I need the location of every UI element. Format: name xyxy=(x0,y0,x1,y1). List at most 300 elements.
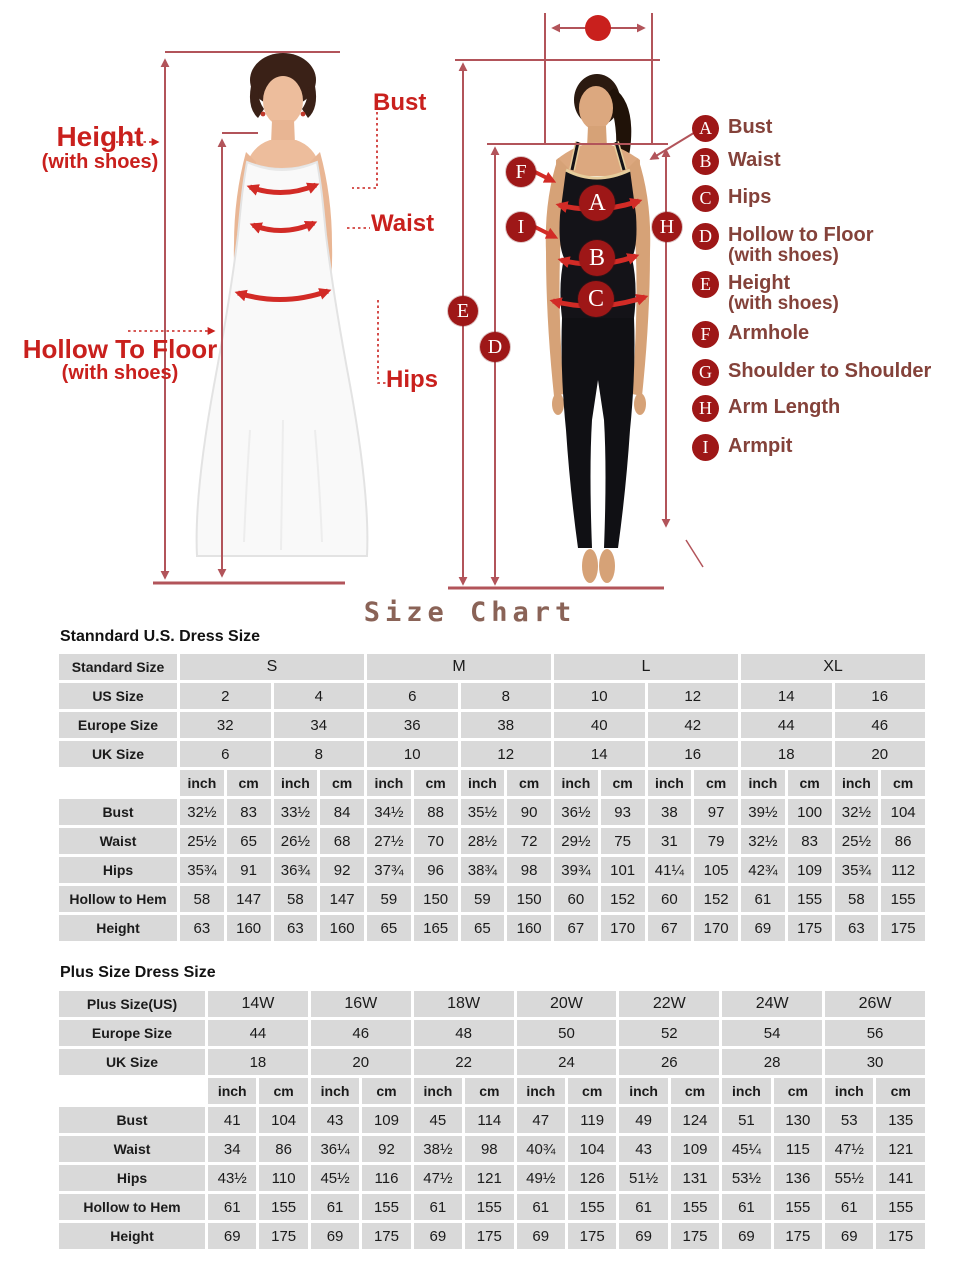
value-cell: 175 xyxy=(774,1223,822,1249)
legend-label-waist: Waist xyxy=(728,149,781,171)
value-cell: 14 xyxy=(554,741,645,767)
value-cell: 155 xyxy=(788,886,832,912)
value-cell: 45½ xyxy=(311,1165,359,1191)
table-row xyxy=(59,741,925,767)
value-cell: 33½ xyxy=(274,799,318,825)
unit-cell: cm xyxy=(568,1078,616,1104)
measurement-diagram xyxy=(0,0,960,615)
unit-cell: inch xyxy=(825,1078,873,1104)
value-cell: 34 xyxy=(208,1136,256,1162)
value-cell: 65 xyxy=(367,915,411,941)
legend-item-hips xyxy=(692,185,771,212)
value-cell: 155 xyxy=(881,886,925,912)
value-cell: 53½ xyxy=(722,1165,770,1191)
value-cell: 49 xyxy=(619,1107,667,1133)
value-cell: 69 xyxy=(311,1223,359,1249)
value-cell: 131 xyxy=(671,1165,719,1191)
value-cell: 109 xyxy=(671,1136,719,1162)
value-cell: 14W xyxy=(208,991,308,1017)
unit-cell: inch xyxy=(741,770,785,796)
value-cell: 150 xyxy=(507,886,551,912)
value-cell: 18 xyxy=(208,1049,308,1075)
value-cell: 98 xyxy=(465,1136,513,1162)
value-cell: 175 xyxy=(788,915,832,941)
unit-cell: cm xyxy=(465,1078,513,1104)
value-cell: 65 xyxy=(227,828,271,854)
legend-label-shoulder-to-shoulder: Shoulder to Shoulder xyxy=(728,360,932,382)
value-cell: 24 xyxy=(517,1049,617,1075)
unit-cell: inch xyxy=(648,770,692,796)
unit-cell: inch xyxy=(311,1078,359,1104)
value-cell: 101 xyxy=(601,857,645,883)
value-cell: 155 xyxy=(774,1194,822,1220)
value-cell: 10 xyxy=(367,741,458,767)
legend-label-armhole: Armhole xyxy=(728,322,810,344)
value-cell: 32½ xyxy=(741,828,785,854)
value-cell: 61 xyxy=(722,1194,770,1220)
bodysuit-model-figure xyxy=(546,74,651,583)
table-row xyxy=(59,654,925,680)
value-cell: 42¾ xyxy=(741,857,785,883)
value-cell: 160 xyxy=(507,915,551,941)
value-cell: 104 xyxy=(881,799,925,825)
value-cell: 24W xyxy=(722,991,822,1017)
value-cell: 32½ xyxy=(180,799,224,825)
value-cell: 141 xyxy=(876,1165,925,1191)
unit-cell: inch xyxy=(180,770,224,796)
value-cell: 88 xyxy=(414,799,458,825)
value-cell: 2 xyxy=(180,683,271,709)
value-cell: 152 xyxy=(694,886,738,912)
height-label-sub: (with shoes) xyxy=(41,151,159,174)
row-label-cell: Height xyxy=(59,915,177,941)
value-cell: 35½ xyxy=(461,799,505,825)
value-cell: 16 xyxy=(835,683,926,709)
value-cell: 16 xyxy=(648,741,739,767)
value-cell: 63 xyxy=(180,915,224,941)
value-cell: 165 xyxy=(414,915,458,941)
table-row xyxy=(59,1165,925,1191)
unit-cell: cm xyxy=(362,1078,410,1104)
value-cell: 93 xyxy=(601,799,645,825)
value-cell: 112 xyxy=(881,857,925,883)
value-cell: 84 xyxy=(320,799,364,825)
value-cell: 126 xyxy=(568,1165,616,1191)
value-cell: 10 xyxy=(554,683,645,709)
empty-cell xyxy=(59,1078,205,1104)
unit-cell: inch xyxy=(208,1078,256,1104)
unit-cell: cm xyxy=(601,770,645,796)
value-cell: 42 xyxy=(648,712,739,738)
value-cell: 61 xyxy=(619,1194,667,1220)
value-cell: 63 xyxy=(835,915,879,941)
value-cell: 56 xyxy=(825,1020,925,1046)
value-cell: 38 xyxy=(648,799,692,825)
value-cell: 50 xyxy=(517,1020,617,1046)
legend-label-hollow-to-floor xyxy=(728,223,874,266)
value-cell: 43½ xyxy=(208,1165,256,1191)
value-cell: 59 xyxy=(461,886,505,912)
row-label-cell: Hollow to Hem xyxy=(59,886,177,912)
value-cell: 60 xyxy=(554,886,598,912)
height-label-text: Height xyxy=(56,121,144,152)
value-cell: 155 xyxy=(671,1194,719,1220)
value-cell: 45¼ xyxy=(722,1136,770,1162)
unit-cell: inch xyxy=(461,770,505,796)
legend-label-height-main: Height xyxy=(728,272,791,294)
value-cell: 34 xyxy=(274,712,365,738)
plus-size-table xyxy=(56,988,928,1252)
value-cell: S xyxy=(180,654,364,680)
value-cell: 32 xyxy=(180,712,271,738)
value-cell: 37¾ xyxy=(367,857,411,883)
hollow-label-text: Hollow To Floor xyxy=(22,334,218,364)
value-cell: 16W xyxy=(311,991,411,1017)
legend-label-bust: Bust xyxy=(728,116,773,138)
unit-cell: cm xyxy=(881,770,925,796)
value-cell: 53 xyxy=(825,1107,873,1133)
legend-badge-h: H xyxy=(692,395,719,422)
legend-badge-i: I xyxy=(692,434,719,461)
value-cell: 36 xyxy=(367,712,458,738)
legend-badge-e: E xyxy=(692,271,719,298)
value-cell: 96 xyxy=(414,857,458,883)
value-cell: 12 xyxy=(461,741,552,767)
value-cell: 28½ xyxy=(461,828,505,854)
value-cell: 83 xyxy=(227,799,271,825)
row-label-cell: Hips xyxy=(59,1165,205,1191)
row-label-cell: Bust xyxy=(59,799,177,825)
value-cell: 97 xyxy=(694,799,738,825)
standard-size-table xyxy=(56,651,928,944)
value-cell: 31 xyxy=(648,828,692,854)
legend-label-armpit: Armpit xyxy=(728,435,793,457)
value-cell: 155 xyxy=(362,1194,410,1220)
unit-cell: cm xyxy=(876,1078,925,1104)
value-cell: 43 xyxy=(311,1107,359,1133)
value-cell: 100 xyxy=(788,799,832,825)
value-cell: 61 xyxy=(208,1194,256,1220)
value-cell: 170 xyxy=(694,915,738,941)
value-cell: XL xyxy=(741,654,925,680)
value-cell: 26½ xyxy=(274,828,318,854)
value-cell: 14 xyxy=(741,683,832,709)
value-cell: 60 xyxy=(648,886,692,912)
value-cell: 79 xyxy=(694,828,738,854)
value-cell: 22W xyxy=(619,991,719,1017)
legend-badge-b: B xyxy=(692,148,719,175)
unit-cell: cm xyxy=(774,1078,822,1104)
legend-label-hollow-main: Hollow to Floor xyxy=(728,224,874,246)
value-cell: 38¾ xyxy=(461,857,505,883)
value-cell: 104 xyxy=(259,1107,307,1133)
table-row xyxy=(59,683,925,709)
value-cell: 121 xyxy=(876,1136,925,1162)
value-cell: 8 xyxy=(274,741,365,767)
value-cell: 58 xyxy=(274,886,318,912)
value-cell: 104 xyxy=(568,1136,616,1162)
unit-cell: inch xyxy=(274,770,318,796)
unit-cell: inch xyxy=(619,1078,667,1104)
unit-cell: cm xyxy=(694,770,738,796)
value-cell: 34½ xyxy=(367,799,411,825)
row-label-cell: Hips xyxy=(59,857,177,883)
row-label-cell: Standard Size xyxy=(59,654,177,680)
row-label-cell: Europe Size xyxy=(59,712,177,738)
value-cell: 18 xyxy=(741,741,832,767)
value-cell: 39¾ xyxy=(554,857,598,883)
table-row xyxy=(59,886,925,912)
value-cell: 155 xyxy=(465,1194,513,1220)
table-row xyxy=(59,712,925,738)
figure-badge-waist: B xyxy=(579,240,615,276)
value-cell: 61 xyxy=(741,886,785,912)
unit-cell: cm xyxy=(227,770,271,796)
unit-cell: inch xyxy=(835,770,879,796)
value-cell: 92 xyxy=(362,1136,410,1162)
value-cell: 65 xyxy=(461,915,505,941)
legend-label-height xyxy=(728,271,839,314)
value-cell: 51½ xyxy=(619,1165,667,1191)
value-cell: 29½ xyxy=(554,828,598,854)
legend-item-hollow-to-floor xyxy=(692,223,874,266)
value-cell: 72 xyxy=(507,828,551,854)
waist-label: Waist xyxy=(371,210,435,237)
figure-badge-hollow: D xyxy=(480,332,510,362)
value-cell: 67 xyxy=(554,915,598,941)
legend-label-hollow-sub: (with shoes) xyxy=(728,245,839,267)
value-cell: 27½ xyxy=(367,828,411,854)
table-row xyxy=(59,799,925,825)
value-cell: 20 xyxy=(835,741,926,767)
value-cell: 69 xyxy=(741,915,785,941)
figure-badge-armpit: I xyxy=(506,212,536,242)
value-cell: 40 xyxy=(554,712,645,738)
value-cell: 147 xyxy=(227,886,271,912)
hollow-label-sub: (with shoes) xyxy=(61,362,179,385)
row-label-cell: Waist xyxy=(59,828,177,854)
value-cell: 58 xyxy=(180,886,224,912)
figure-badge-armhole: F xyxy=(506,157,536,187)
legend-badge-d: D xyxy=(692,223,719,250)
value-cell: 47 xyxy=(517,1107,565,1133)
unit-cell: cm xyxy=(671,1078,719,1104)
value-cell: 119 xyxy=(568,1107,616,1133)
legend-item-bust xyxy=(692,115,772,142)
value-cell: 109 xyxy=(362,1107,410,1133)
value-cell: 86 xyxy=(881,828,925,854)
row-label-cell: US Size xyxy=(59,683,177,709)
value-cell: 6 xyxy=(367,683,458,709)
value-cell: 38 xyxy=(461,712,552,738)
row-label-cell: Hollow to Hem xyxy=(59,1194,205,1220)
value-cell: 121 xyxy=(465,1165,513,1191)
value-cell: 92 xyxy=(320,857,364,883)
unit-cell: inch xyxy=(554,770,598,796)
value-cell: 41 xyxy=(208,1107,256,1133)
value-cell: 41¼ xyxy=(648,857,692,883)
value-cell: 20 xyxy=(311,1049,411,1075)
value-cell: 28 xyxy=(722,1049,822,1075)
value-cell: 130 xyxy=(774,1107,822,1133)
value-cell: 160 xyxy=(320,915,364,941)
row-label-cell: Waist xyxy=(59,1136,205,1162)
value-cell: 160 xyxy=(227,915,271,941)
head-width-dot xyxy=(585,15,611,41)
value-cell: 25½ xyxy=(180,828,224,854)
plus-table-heading: Plus Size Dress Size xyxy=(60,964,216,981)
value-cell: 109 xyxy=(788,857,832,883)
value-cell: 135 xyxy=(876,1107,925,1133)
value-cell: 61 xyxy=(311,1194,359,1220)
value-cell: 54 xyxy=(722,1020,822,1046)
value-cell: 155 xyxy=(259,1194,307,1220)
value-cell: 152 xyxy=(601,886,645,912)
value-cell: 83 xyxy=(788,828,832,854)
table-row xyxy=(59,991,925,1017)
row-label-cell: Height xyxy=(59,1223,205,1249)
legend-badge-c: C xyxy=(692,185,719,212)
value-cell: 46 xyxy=(835,712,926,738)
value-cell: 175 xyxy=(876,1223,925,1249)
value-cell: 58 xyxy=(835,886,879,912)
bust-label: Bust xyxy=(373,89,427,116)
value-cell: 116 xyxy=(362,1165,410,1191)
table-row xyxy=(59,1223,925,1249)
value-cell: 46 xyxy=(311,1020,411,1046)
unit-cell: cm xyxy=(320,770,364,796)
value-cell: 44 xyxy=(741,712,832,738)
value-cell: 67 xyxy=(648,915,692,941)
value-cell: 32½ xyxy=(835,799,879,825)
value-cell: 98 xyxy=(507,857,551,883)
value-cell: 47½ xyxy=(414,1165,462,1191)
unit-cell: inch xyxy=(367,770,411,796)
hollow-to-floor-label xyxy=(16,335,224,385)
legend-label-height-sub: (with shoes) xyxy=(728,293,839,315)
value-cell: 75 xyxy=(601,828,645,854)
legend-item-armpit xyxy=(692,434,792,461)
value-cell: 36½ xyxy=(554,799,598,825)
table-row xyxy=(59,828,925,854)
value-cell: 35¾ xyxy=(180,857,224,883)
value-cell: 36¾ xyxy=(274,857,318,883)
value-cell: 35¾ xyxy=(835,857,879,883)
unit-cell: inch xyxy=(722,1078,770,1104)
standard-table-heading: Stanndard U.S. Dress Size xyxy=(60,628,261,645)
value-cell: 136 xyxy=(774,1165,822,1191)
legend-label-arm-length: Arm Length xyxy=(728,396,841,418)
value-cell: 70 xyxy=(414,828,458,854)
unit-row xyxy=(59,1078,925,1104)
legend-badge-g: G xyxy=(692,359,719,386)
value-cell: 18W xyxy=(414,991,514,1017)
table-row xyxy=(59,1020,925,1046)
unit-cell: inch xyxy=(414,1078,462,1104)
table-row xyxy=(59,857,925,883)
figure-badge-bust: A xyxy=(579,185,615,221)
legend-item-armhole xyxy=(692,321,809,348)
value-cell: 49½ xyxy=(517,1165,565,1191)
value-cell: 6 xyxy=(180,741,271,767)
value-cell: 8 xyxy=(461,683,552,709)
value-cell: 124 xyxy=(671,1107,719,1133)
figure-badge-height: E xyxy=(448,296,478,326)
value-cell: 115 xyxy=(774,1136,822,1162)
value-cell: 110 xyxy=(259,1165,307,1191)
value-cell: 44 xyxy=(208,1020,308,1046)
row-label-cell: UK Size xyxy=(59,741,177,767)
value-cell: 43 xyxy=(619,1136,667,1162)
empty-cell xyxy=(59,770,177,796)
value-cell: 51 xyxy=(722,1107,770,1133)
unit-cell: cm xyxy=(788,770,832,796)
value-cell: 69 xyxy=(619,1223,667,1249)
hips-label: Hips xyxy=(386,366,439,393)
row-label-cell: Bust xyxy=(59,1107,205,1133)
value-cell: 30 xyxy=(825,1049,925,1075)
value-cell: 26W xyxy=(825,991,925,1017)
height-label xyxy=(24,122,176,174)
table-row xyxy=(59,915,925,941)
figure-badge-hips: C xyxy=(578,281,614,317)
value-cell: 175 xyxy=(465,1223,513,1249)
size-chart-title: Size Chart xyxy=(363,597,577,628)
row-label-cell: Plus Size(US) xyxy=(59,991,205,1017)
value-cell: 40¾ xyxy=(517,1136,565,1162)
value-cell: 26 xyxy=(619,1049,719,1075)
unit-cell: cm xyxy=(414,770,458,796)
value-cell: 155 xyxy=(568,1194,616,1220)
value-cell: L xyxy=(554,654,738,680)
value-cell: 69 xyxy=(208,1223,256,1249)
table-row xyxy=(59,1049,925,1075)
legend-badge-f: F xyxy=(692,321,719,348)
value-cell: 61 xyxy=(414,1194,462,1220)
value-cell: 55½ xyxy=(825,1165,873,1191)
value-cell: 52 xyxy=(619,1020,719,1046)
row-label-cell: Europe Size xyxy=(59,1020,205,1046)
value-cell: 69 xyxy=(414,1223,462,1249)
value-cell: 61 xyxy=(825,1194,873,1220)
unit-cell: cm xyxy=(507,770,551,796)
legend-item-shoulder-to-shoulder xyxy=(692,359,931,386)
value-cell: 105 xyxy=(694,857,738,883)
value-cell: 175 xyxy=(568,1223,616,1249)
value-cell: M xyxy=(367,654,551,680)
value-cell: 69 xyxy=(722,1223,770,1249)
value-cell: 22 xyxy=(414,1049,514,1075)
value-cell: 155 xyxy=(876,1194,925,1220)
value-cell: 4 xyxy=(274,683,365,709)
value-cell: 45 xyxy=(414,1107,462,1133)
value-cell: 86 xyxy=(259,1136,307,1162)
value-cell: 20W xyxy=(517,991,617,1017)
value-cell: 175 xyxy=(671,1223,719,1249)
value-cell: 38½ xyxy=(414,1136,462,1162)
legend-label-hips: Hips xyxy=(728,186,772,208)
legend-badge-a: A xyxy=(692,115,719,142)
unit-row xyxy=(59,770,925,796)
value-cell: 175 xyxy=(259,1223,307,1249)
value-cell: 90 xyxy=(507,799,551,825)
table-row xyxy=(59,1136,925,1162)
legend-item-waist xyxy=(692,148,781,175)
value-cell: 91 xyxy=(227,857,271,883)
row-label-cell: UK Size xyxy=(59,1049,205,1075)
table-row xyxy=(59,1107,925,1133)
value-cell: 69 xyxy=(825,1223,873,1249)
